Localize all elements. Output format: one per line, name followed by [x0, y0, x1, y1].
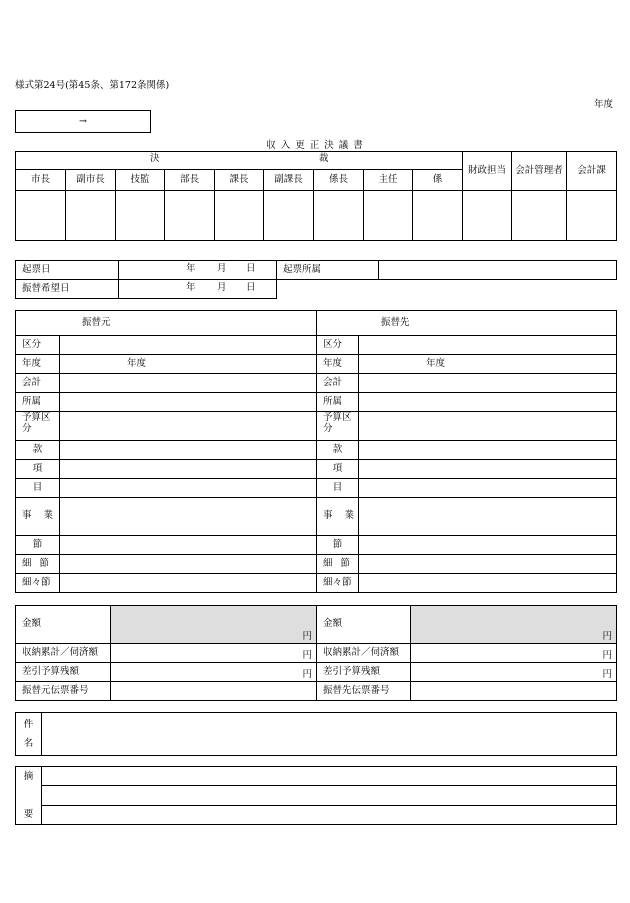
summary-label-teki: 摘 [23, 771, 34, 782]
to-kubun-label: 区分 [317, 336, 359, 355]
from-nendo-label: 年度 [16, 355, 60, 374]
to-kou-label: 項 [317, 460, 359, 479]
slip-dept-label: 起票所属 [277, 261, 379, 280]
role-deputy-section-chief: 副課長 [264, 170, 314, 191]
subject-field[interactable] [42, 713, 617, 756]
to-remaining-field[interactable]: 円 [411, 663, 617, 682]
month-unit: 月 [217, 282, 227, 293]
arrow-box [15, 110, 151, 133]
to-yosan-kubun-label: 予算区分 [317, 412, 359, 441]
role-unit-chief: 係長 [314, 170, 364, 191]
to-remaining-label: 差引予算残額 [317, 663, 411, 682]
amounts-table [15, 605, 617, 701]
transfer-to-title: 振替先 [317, 311, 617, 336]
stamp-cell[interactable] [165, 191, 215, 241]
from-kubun-field[interactable] [60, 336, 317, 355]
to-saisaisetsu-label: 細々節 [317, 574, 359, 593]
to-amount-label: 金額 [317, 606, 411, 644]
to-cumulative-label: 収納累計／伺済額 [317, 644, 411, 663]
to-nendo-field[interactable]: 年度 [359, 355, 617, 374]
to-kaikei-field[interactable] [359, 374, 617, 393]
from-yosan-kubun-label: 予算区分 [16, 412, 60, 441]
from-shozoku-label: 所属 [16, 393, 60, 412]
stamp-cell[interactable] [264, 191, 314, 241]
to-jigyou-label: 事 業 [317, 498, 359, 536]
fiscal-year-label: 年度 [594, 99, 614, 110]
role-staff: 係 [413, 170, 463, 191]
from-kou-field[interactable] [60, 460, 317, 479]
from-saisaisetsu-field[interactable] [60, 574, 317, 593]
subject-label-ken: 件 [23, 719, 34, 730]
stamp-cell[interactable] [364, 191, 413, 241]
form-number: 様式第24号(第45条、第172条関係) [15, 80, 170, 91]
from-remaining-label: 差引予算残額 [16, 663, 111, 682]
to-moku-field[interactable] [359, 479, 617, 498]
document-title: 収 入 更 正 決 議 書 [266, 140, 364, 151]
from-kan-field[interactable] [60, 441, 317, 460]
summary-table [15, 766, 617, 825]
kessai-right: 裁 [319, 153, 329, 164]
transfer-table [15, 310, 617, 593]
wish-date-field[interactable] [119, 280, 277, 299]
to-kubun-field[interactable] [359, 336, 617, 355]
stamp-cell[interactable] [314, 191, 364, 241]
role-section-chief: 課長 [215, 170, 264, 191]
from-amount-field[interactable]: 円 [111, 606, 317, 644]
to-saisetsu-label: 細 節 [317, 555, 359, 574]
to-kan-label: 款 [317, 441, 359, 460]
accounting-division-header: 会計課 [567, 152, 617, 191]
transfer-from-title: 振替元 [16, 311, 317, 336]
subject-label [16, 713, 42, 756]
subject-table [15, 712, 617, 756]
to-kaikei-label: 会計 [317, 374, 359, 393]
from-amount-label: 金額 [16, 606, 111, 644]
to-cumulative-field[interactable]: 円 [411, 644, 617, 663]
stamp-cell[interactable] [16, 191, 66, 241]
day-unit: 日 [246, 282, 256, 293]
to-yosan-kubun-field[interactable] [359, 412, 617, 441]
accounting-manager-header: 会計管理者 [512, 152, 567, 191]
to-shozoku-label: 所属 [317, 393, 359, 412]
stamp-cell[interactable] [512, 191, 567, 241]
to-amount-field[interactable]: 円 [411, 606, 617, 644]
from-yosan-kubun-field[interactable] [60, 412, 317, 441]
from-moku-label: 目 [16, 479, 60, 498]
role-mayor: 市長 [16, 170, 66, 191]
from-slip-number-field[interactable] [111, 682, 317, 701]
to-moku-label: 目 [317, 479, 359, 498]
to-shozoku-field[interactable] [359, 393, 617, 412]
role-supervisor: 主任 [364, 170, 413, 191]
from-slip-number-label: 振替元伝票番号 [16, 682, 111, 701]
to-saisetsu-field[interactable] [359, 555, 617, 574]
stamp-cell[interactable] [66, 191, 116, 241]
to-kan-field[interactable] [359, 441, 617, 460]
from-cumulative-field[interactable]: 円 [111, 644, 317, 663]
slip-date-field[interactable] [119, 261, 277, 280]
kessai-left: 決 [150, 153, 160, 164]
role-director: 部長 [165, 170, 215, 191]
stamp-cell[interactable] [413, 191, 463, 241]
from-shozoku-field[interactable] [60, 393, 317, 412]
from-saisetsu-label: 細 節 [16, 555, 60, 574]
wish-date-label: 振替希望日 [16, 280, 119, 299]
from-jigyou-label: 事 業 [16, 498, 60, 536]
summary-label [16, 767, 42, 825]
to-setsu-label: 節 [317, 536, 359, 555]
year-unit: 年 [186, 263, 196, 274]
to-nendo-label: 年度 [317, 355, 359, 374]
summary-line-2[interactable] [42, 786, 617, 805]
kessai-header [16, 152, 463, 170]
summary-line-1[interactable] [42, 767, 617, 786]
from-kaikei-label: 会計 [16, 374, 60, 393]
from-kan-label: 款 [16, 441, 60, 460]
month-unit: 月 [217, 263, 227, 274]
year-unit: 年 [186, 282, 196, 293]
role-engineering-supervisor: 技監 [116, 170, 165, 191]
to-slip-number-field[interactable] [411, 682, 617, 701]
to-kou-field[interactable] [359, 460, 617, 479]
from-kubun-label: 区分 [16, 336, 60, 355]
stamp-cell[interactable] [567, 191, 617, 241]
approval-table [15, 151, 617, 241]
from-saisetsu-field[interactable] [60, 555, 317, 574]
from-nendo-field[interactable]: 年度 [60, 355, 317, 374]
to-saisaisetsu-field[interactable] [359, 574, 617, 593]
to-setsu-field[interactable] [359, 536, 617, 555]
stamp-cell[interactable] [463, 191, 512, 241]
arrow-icon: → [79, 116, 87, 127]
slip-date-label: 起票日 [16, 261, 119, 280]
from-moku-field[interactable] [60, 479, 317, 498]
stamp-cell[interactable] [215, 191, 264, 241]
from-setsu-label: 節 [16, 536, 60, 555]
slip-date-table [15, 260, 617, 299]
role-vice-mayor: 副市長 [66, 170, 116, 191]
from-saisaisetsu-label: 細々節 [16, 574, 60, 593]
day-unit: 日 [246, 263, 256, 274]
slip-dept-field[interactable] [379, 261, 617, 280]
from-cumulative-label: 収納累計／伺済額 [16, 644, 111, 663]
from-remaining-field[interactable]: 円 [111, 663, 317, 682]
from-jigyou-field[interactable] [60, 498, 317, 536]
from-kaikei-field[interactable] [60, 374, 317, 393]
subject-label-mei: 名 [23, 738, 34, 749]
to-jigyou-field[interactable] [359, 498, 617, 536]
finance-header: 財政担当 [463, 152, 512, 191]
from-kou-label: 項 [16, 460, 60, 479]
from-setsu-field[interactable] [60, 536, 317, 555]
summary-label-you: 要 [23, 809, 34, 820]
summary-line-3[interactable] [42, 805, 617, 824]
stamp-cell[interactable] [116, 191, 165, 241]
to-slip-number-label: 振替先伝票番号 [317, 682, 411, 701]
